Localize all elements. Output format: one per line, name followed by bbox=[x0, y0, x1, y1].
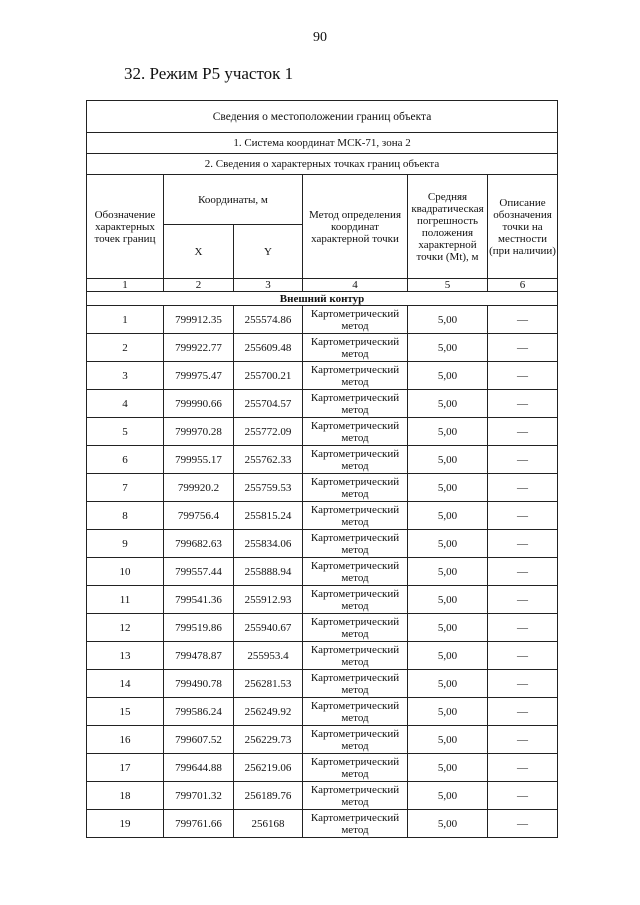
point-cell: 7 bbox=[87, 474, 164, 502]
x-cell: 799586.24 bbox=[164, 698, 234, 726]
desc-cell: — bbox=[488, 670, 558, 698]
point-cell: 13 bbox=[87, 642, 164, 670]
section-title: 32. Режим Р5 участок 1 bbox=[124, 64, 294, 83]
method-cell: Картометрический метод bbox=[303, 530, 408, 558]
desc-cell: — bbox=[488, 530, 558, 558]
desc-cell: — bbox=[488, 362, 558, 390]
error-cell: 5,00 bbox=[408, 670, 488, 698]
col-number: 6 bbox=[488, 279, 558, 292]
table-row bbox=[87, 362, 558, 390]
point-cell: 17 bbox=[87, 754, 164, 782]
point-cell: 18 bbox=[87, 782, 164, 810]
method-cell: Картометрический метод bbox=[303, 502, 408, 530]
x-cell: 799761.66 bbox=[164, 810, 234, 838]
col-number: 4 bbox=[303, 279, 408, 292]
x-cell: 799970.28 bbox=[164, 418, 234, 446]
x-cell: 799756.4 bbox=[164, 502, 234, 530]
error-cell: 5,00 bbox=[408, 418, 488, 446]
error-cell: 5,00 bbox=[408, 502, 488, 530]
desc-cell: — bbox=[488, 334, 558, 362]
y-cell: 256281.53 bbox=[234, 670, 303, 698]
desc-cell: — bbox=[488, 810, 558, 838]
point-cell: 3 bbox=[87, 362, 164, 390]
col-number: 3 bbox=[234, 279, 303, 292]
method-cell: Картометрический метод bbox=[303, 754, 408, 782]
y-cell: 255940.67 bbox=[234, 614, 303, 642]
x-cell: 799478.87 bbox=[164, 642, 234, 670]
x-cell: 799955.17 bbox=[164, 446, 234, 474]
method-cell: Картометрический метод bbox=[303, 306, 408, 334]
error-cell: 5,00 bbox=[408, 810, 488, 838]
table-row bbox=[87, 670, 558, 698]
table-row bbox=[87, 810, 558, 838]
error-cell: 5,00 bbox=[408, 586, 488, 614]
method-cell: Картометрический метод bbox=[303, 614, 408, 642]
desc-cell: — bbox=[488, 502, 558, 530]
method-cell: Картометрический метод bbox=[303, 558, 408, 586]
points-header-cell: 2. Сведения о характерных точках границ объекта bbox=[87, 154, 558, 175]
y-cell: 255762.33 bbox=[234, 446, 303, 474]
points-header-row bbox=[87, 154, 558, 175]
y-cell: 255609.48 bbox=[234, 334, 303, 362]
info-header-cell: Сведения о местоположении границ объекта bbox=[87, 101, 558, 133]
x-cell: 799519.86 bbox=[164, 614, 234, 642]
page-number: 90 bbox=[313, 30, 327, 45]
table-row bbox=[87, 754, 558, 782]
x-cell: 799607.52 bbox=[164, 726, 234, 754]
error-cell: 5,00 bbox=[408, 474, 488, 502]
error-cell: 5,00 bbox=[408, 530, 488, 558]
x-cell: 799557.44 bbox=[164, 558, 234, 586]
desc-cell: — bbox=[488, 642, 558, 670]
point-cell: 9 bbox=[87, 530, 164, 558]
y-cell: 255772.09 bbox=[234, 418, 303, 446]
y-cell: 255888.94 bbox=[234, 558, 303, 586]
method-cell: Картометрический метод bbox=[303, 586, 408, 614]
point-cell: 16 bbox=[87, 726, 164, 754]
y-cell: 255912.93 bbox=[234, 586, 303, 614]
point-cell: 10 bbox=[87, 558, 164, 586]
error-cell: 5,00 bbox=[408, 446, 488, 474]
table-row bbox=[87, 306, 558, 334]
y-cell: 255834.06 bbox=[234, 530, 303, 558]
desc-cell: — bbox=[488, 586, 558, 614]
desc-cell: — bbox=[488, 390, 558, 418]
table-row bbox=[87, 446, 558, 474]
column-header-row bbox=[87, 175, 558, 225]
table-row bbox=[87, 502, 558, 530]
error-cell: 5,00 bbox=[408, 642, 488, 670]
y-cell: 256219.06 bbox=[234, 754, 303, 782]
point-cell: 14 bbox=[87, 670, 164, 698]
desc-cell: — bbox=[488, 474, 558, 502]
col-point-header: Обозначение характерных точек границ bbox=[87, 175, 164, 279]
y-cell: 256168 bbox=[234, 810, 303, 838]
table-row bbox=[87, 614, 558, 642]
coordinates-table bbox=[86, 100, 558, 838]
point-cell: 8 bbox=[87, 502, 164, 530]
x-cell: 799701.32 bbox=[164, 782, 234, 810]
y-cell: 255815.24 bbox=[234, 502, 303, 530]
table-row bbox=[87, 334, 558, 362]
point-cell: 15 bbox=[87, 698, 164, 726]
x-cell: 799912.35 bbox=[164, 306, 234, 334]
point-cell: 5 bbox=[87, 418, 164, 446]
table-row bbox=[87, 530, 558, 558]
error-cell: 5,00 bbox=[408, 306, 488, 334]
point-cell: 4 bbox=[87, 390, 164, 418]
error-cell: 5,00 bbox=[408, 782, 488, 810]
y-cell: 255759.53 bbox=[234, 474, 303, 502]
error-cell: 5,00 bbox=[408, 698, 488, 726]
table-row bbox=[87, 418, 558, 446]
x-cell: 799490.78 bbox=[164, 670, 234, 698]
table-row bbox=[87, 726, 558, 754]
col-x-header: X bbox=[164, 225, 234, 279]
y-cell: 255574.86 bbox=[234, 306, 303, 334]
error-cell: 5,00 bbox=[408, 362, 488, 390]
error-cell: 5,00 bbox=[408, 726, 488, 754]
y-cell: 255700.21 bbox=[234, 362, 303, 390]
desc-cell: — bbox=[488, 306, 558, 334]
method-cell: Картометрический метод bbox=[303, 446, 408, 474]
y-cell: 256249.92 bbox=[234, 698, 303, 726]
contour-label: Внешний контур bbox=[87, 292, 558, 306]
y-cell: 256189.76 bbox=[234, 782, 303, 810]
point-cell: 19 bbox=[87, 810, 164, 838]
table-row bbox=[87, 558, 558, 586]
info-header-row bbox=[87, 101, 558, 133]
method-cell: Картометрический метод bbox=[303, 782, 408, 810]
x-cell: 799975.47 bbox=[164, 362, 234, 390]
col-number: 5 bbox=[408, 279, 488, 292]
desc-cell: — bbox=[488, 418, 558, 446]
point-cell: 1 bbox=[87, 306, 164, 334]
column-numbers-row bbox=[87, 279, 558, 292]
error-cell: 5,00 bbox=[408, 754, 488, 782]
col-error-header: Средняя квадратическая погрешность положения характерной точки (Mt), м bbox=[408, 175, 488, 279]
table-row bbox=[87, 642, 558, 670]
point-cell: 6 bbox=[87, 446, 164, 474]
error-cell: 5,00 bbox=[408, 558, 488, 586]
col-desc-header: Описание обозначения точки на местности (при наличии) bbox=[488, 175, 558, 279]
coord-system-cell: 1. Система координат МСК-71, зона 2 bbox=[87, 133, 558, 154]
method-cell: Картометрический метод bbox=[303, 362, 408, 390]
method-cell: Картометрический метод bbox=[303, 670, 408, 698]
y-cell: 255704.57 bbox=[234, 390, 303, 418]
y-cell: 255953.4 bbox=[234, 642, 303, 670]
desc-cell: — bbox=[488, 446, 558, 474]
x-cell: 799644.88 bbox=[164, 754, 234, 782]
method-cell: Картометрический метод bbox=[303, 390, 408, 418]
desc-cell: — bbox=[488, 614, 558, 642]
method-cell: Картометрический метод bbox=[303, 810, 408, 838]
desc-cell: — bbox=[488, 782, 558, 810]
table-row bbox=[87, 586, 558, 614]
method-cell: Картометрический метод bbox=[303, 726, 408, 754]
table-row bbox=[87, 782, 558, 810]
method-cell: Картометрический метод bbox=[303, 642, 408, 670]
point-cell: 11 bbox=[87, 586, 164, 614]
method-cell: Картометрический метод bbox=[303, 418, 408, 446]
desc-cell: — bbox=[488, 726, 558, 754]
x-cell: 799920.2 bbox=[164, 474, 234, 502]
col-y-header: Y bbox=[234, 225, 303, 279]
point-cell: 12 bbox=[87, 614, 164, 642]
col-coords-header: Координаты, м bbox=[164, 175, 303, 225]
contour-row bbox=[87, 292, 558, 306]
desc-cell: — bbox=[488, 558, 558, 586]
table-row bbox=[87, 474, 558, 502]
error-cell: 5,00 bbox=[408, 614, 488, 642]
col-method-header: Метод определения координат характерной точки bbox=[303, 175, 408, 279]
desc-cell: — bbox=[488, 754, 558, 782]
table-row bbox=[87, 698, 558, 726]
x-cell: 799682.63 bbox=[164, 530, 234, 558]
x-cell: 799541.36 bbox=[164, 586, 234, 614]
col-number: 2 bbox=[164, 279, 234, 292]
desc-cell: — bbox=[488, 698, 558, 726]
point-cell: 2 bbox=[87, 334, 164, 362]
method-cell: Картометрический метод bbox=[303, 698, 408, 726]
method-cell: Картометрический метод bbox=[303, 334, 408, 362]
x-cell: 799990.66 bbox=[164, 390, 234, 418]
x-cell: 799922.77 bbox=[164, 334, 234, 362]
col-number: 1 bbox=[87, 279, 164, 292]
y-cell: 256229.73 bbox=[234, 726, 303, 754]
error-cell: 5,00 bbox=[408, 390, 488, 418]
error-cell: 5,00 bbox=[408, 334, 488, 362]
method-cell: Картометрический метод bbox=[303, 474, 408, 502]
coord-system-row bbox=[87, 133, 558, 154]
table-row bbox=[87, 390, 558, 418]
